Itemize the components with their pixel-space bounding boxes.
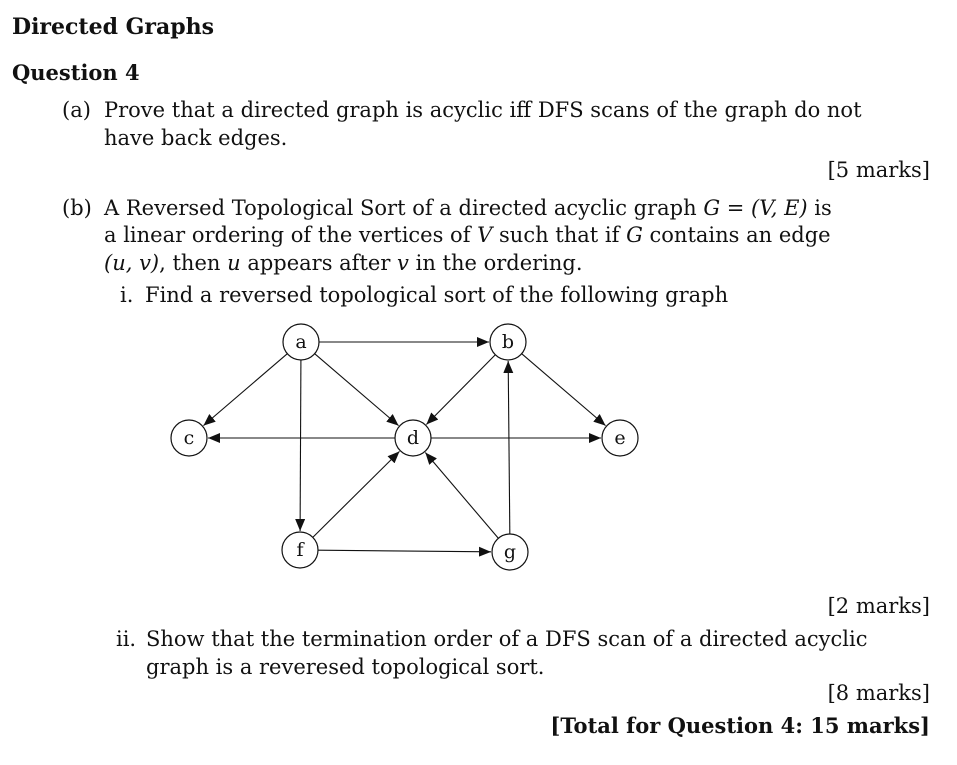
part-b-line2-math: V bbox=[477, 223, 493, 247]
node-a bbox=[283, 324, 319, 360]
part-b-line2-mid: such that if bbox=[499, 223, 620, 247]
part-a-line1: Prove that a directed graph is acyclic iff DFS scans of the graph do not bbox=[104, 98, 862, 122]
node-label-b: b bbox=[501, 331, 515, 353]
sub-ii-label: ii. bbox=[116, 627, 137, 651]
edge-b-d bbox=[426, 355, 495, 425]
sub-ii-line2: graph is a reveresed topological sort. bbox=[146, 655, 545, 679]
section-title: Directed Graphs bbox=[12, 14, 215, 40]
edge-a-c bbox=[203, 354, 287, 426]
node-c bbox=[171, 420, 207, 456]
part-b-line3-math2: u bbox=[227, 251, 241, 275]
node-label-a: a bbox=[295, 331, 307, 353]
node-label-c: c bbox=[183, 427, 195, 449]
question-total: [Total for Question 4: 15 marks] bbox=[550, 713, 930, 738]
part-a-marks: [5 marks] bbox=[827, 158, 930, 182]
part-b-label: (b) bbox=[62, 196, 92, 220]
edge-g-d bbox=[425, 452, 498, 538]
part-b-line1-math: G = (V, E) bbox=[703, 196, 808, 220]
part-b-line2-prefix: a linear ordering of the vertices of bbox=[104, 223, 471, 247]
sub-ii-marks: [8 marks] bbox=[827, 681, 930, 705]
sub-i-text: Find a reversed topological sort of the following graph bbox=[145, 283, 729, 307]
question-title: Question 4 bbox=[12, 60, 140, 85]
part-b-line1-suffix: is bbox=[814, 196, 832, 220]
node-b bbox=[490, 324, 526, 360]
part-b-line1-prefix: A Reversed Topological Sort of a directed acyclic graph bbox=[104, 196, 697, 220]
sub-i-marks: [2 marks] bbox=[827, 594, 930, 618]
node-label-d: d bbox=[406, 427, 420, 449]
node-label-g: g bbox=[503, 541, 517, 563]
node-label-f: f bbox=[296, 539, 304, 561]
part-b-line3-math3: v bbox=[397, 251, 409, 275]
edge-f-d bbox=[313, 451, 400, 537]
sub-ii-line1: Show that the termination order of a DFS scan of a directed acyclic bbox=[146, 627, 868, 651]
part-b-line3-suffix: in the ordering. bbox=[415, 251, 583, 275]
part-a-line2: have back edges. bbox=[104, 126, 288, 150]
node-label-e: e bbox=[614, 427, 626, 449]
edge-b-e bbox=[522, 354, 606, 426]
part-b-line3-mid2: appears after bbox=[247, 251, 391, 275]
part-b-line2-math2: G bbox=[626, 223, 643, 247]
part-b-line3-math: (u, v) bbox=[104, 251, 160, 275]
edge-f-g bbox=[318, 550, 491, 552]
part-b-line2-suffix: contains an edge bbox=[649, 223, 831, 247]
edge-a-f bbox=[300, 360, 301, 531]
edge-a-d bbox=[315, 354, 399, 426]
edge-g-b bbox=[508, 361, 510, 534]
node-g bbox=[492, 534, 528, 570]
node-d bbox=[395, 420, 431, 456]
node-e bbox=[602, 420, 638, 456]
node-f bbox=[282, 532, 318, 568]
sub-i-label: i. bbox=[120, 283, 134, 307]
part-a-label: (a) bbox=[62, 98, 91, 122]
part-b-line3-mid: , then bbox=[159, 251, 221, 275]
